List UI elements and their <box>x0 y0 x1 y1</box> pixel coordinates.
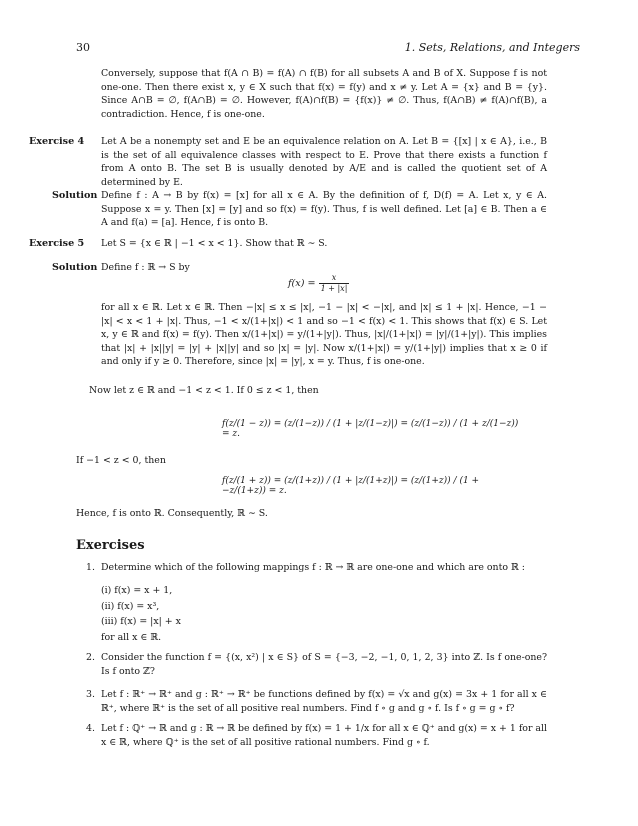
page-number: 30 <box>76 41 90 54</box>
exercise-number: 4. <box>86 723 95 734</box>
equation-onto-positive: f(z/(1 − z)) = (z/(1−z)) / (1 + |z/(1−z)|) = (z/(1−z)) / (1 + z/(1−z)) = z. <box>222 419 519 439</box>
solution-4-text: Define f : A → B by f(x) = [x] for all x ∈ A. By the definition of f, D(f) = A. Let x, y ∈ A. Suppose x = y. Then [x] = [y] and so f(x) = f(y). Thus, f is well defined. Let [a] ∈ B. Then a ∈ A and f(a) = [a]. Hence, f is onto B. <box>101 190 547 229</box>
function-lhs: f(x) = <box>288 278 316 289</box>
solution-4-label: Solution <box>52 190 98 201</box>
now-let-text: Now let z ∈ ℝ and −1 < z < 1. If 0 ≤ z < 1, then <box>89 385 319 396</box>
exercise-text: Determine which of the following mappings f : ℝ → ℝ are one-one and which are onto ℝ : <box>101 562 525 573</box>
exercise-4-label: Exercise 4 <box>29 136 85 147</box>
exercise-text: (i) f(x) = x + 1, <box>101 585 173 596</box>
function-denominator: 1 + |x| <box>320 284 348 293</box>
solution-5-body: for all x ∈ ℝ. Let x ∈ ℝ. Then −|x| ≤ x ≤ |x|, −1 − |x| < −|x|, and |x| ≤ 1 + |x|. Hence, −1 − |x| < x < 1 + |x|. Thus, −1 < x/(1+|x|) < 1 and so −1 < f(x) < 1. This shows that f(x) ∈ S. Let x, y ∈ ℝ and f(x) = f(y). Then x/(1+|x|) = y/(1+|y|). Thus, |x|/(1+|x|) = |y|/(1+|y|). This implies that |x| + |x||y| = |y| + |x||y| and so |x| = |y|. Now x/(1+|x|) = y/(1+|y|) implies that x ≥ 0 if and only if y ≥ 0. Therefore, since |x| = |y|, x = y. Thus, f is one-one. <box>101 302 547 368</box>
conclusion-text: Hence, f is onto ℝ. Consequently, ℝ ∼ S. <box>76 508 268 519</box>
exercise-number: 2. <box>86 652 95 663</box>
exercise-text: (ii) f(x) = x³, <box>101 601 160 612</box>
solution-5-intro: Define f : ℝ → S by <box>101 262 190 273</box>
solution-5-label: Solution <box>52 262 98 273</box>
exercise-number: 1. <box>86 562 95 573</box>
equation-onto-negative: f(z/(1 + z)) = (z/(1+z)) / (1 + |z/(1+z)|) = (z/(1+z)) / (1 + −z/(1+z)) = z. <box>222 476 480 496</box>
exercises-heading: Exercises <box>76 538 145 553</box>
converse-paragraph: Conversely, suppose that f(A ∩ B) = f(A) ∩ f(B) for all subsets A and B of X. Suppose f is not one-one. Then there exist x, y ∈ X such that f(x) = f(y) and x ≠ y. Let A = {x} and B = {y}. Since A∩B = ∅, f(A∩B) = ∅. However, f(A)∩f(B) = {f(x)} ≠ ∅. Thus, f(A∩B) ≠ f(A)∩f(B), a contradiction. Hence, f is one-one. <box>101 68 547 120</box>
exercise-text: (iii) f(x) = |x| + x <box>101 616 181 627</box>
exercise-text: Let f : ℚ⁺ → ℝ and g : ℝ → ℝ be defined by f(x) = 1 + 1/x for all x ∈ ℚ⁺ and g(x) = x + 1 for all x ∈ ℝ, where ℚ⁺ is the set of all positive rational numbers. Find g ∘ f. <box>101 723 547 748</box>
if-negative-text: If −1 < z < 0, then <box>76 455 166 466</box>
chapter-title: 1. Sets, Relations, and Integers <box>404 41 580 54</box>
exercise-text: Let f : ℝ⁺ → ℝ⁺ and g : ℝ⁺ → ℝ⁺ be functions defined by f(x) = √x and g(x) = 3x + 1 for all x ∈ ℝ⁺, where ℝ⁺ is the set of all positive real numbers. Find f ∘ g and g ∘ f. Is f ∘ g = g ∘ f? <box>101 689 547 714</box>
exercise-number: 3. <box>86 689 95 700</box>
function-definition <box>288 273 349 294</box>
exercise-4-text: Let A be a nonempty set and E be an equivalence relation on A. Let B = {[x] | x ∈ A}, i.e., B is the set of all equivalence classes with respect to E. Prove that there exists a function f from A onto B. The set B is usually denoted by A/E and is called the quotient set of A determined by E. <box>101 136 547 188</box>
exercise-text: for all x ∈ ℝ. <box>101 632 162 643</box>
function-numerator: x <box>319 273 350 284</box>
exercise-5-label: Exercise 5 <box>29 238 85 249</box>
function-fraction <box>319 273 350 294</box>
exercise-text: Consider the function f = {(x, x²) | x ∈ S} of S = {−3, −2, −1, 0, 1, 2, 3} into ℤ. Is f one-one? Is f onto ℤ? <box>101 652 547 677</box>
exercise-5-text: Let S = {x ∈ ℝ | −1 < x < 1}. Show that ℝ ∼ S. <box>101 238 328 249</box>
